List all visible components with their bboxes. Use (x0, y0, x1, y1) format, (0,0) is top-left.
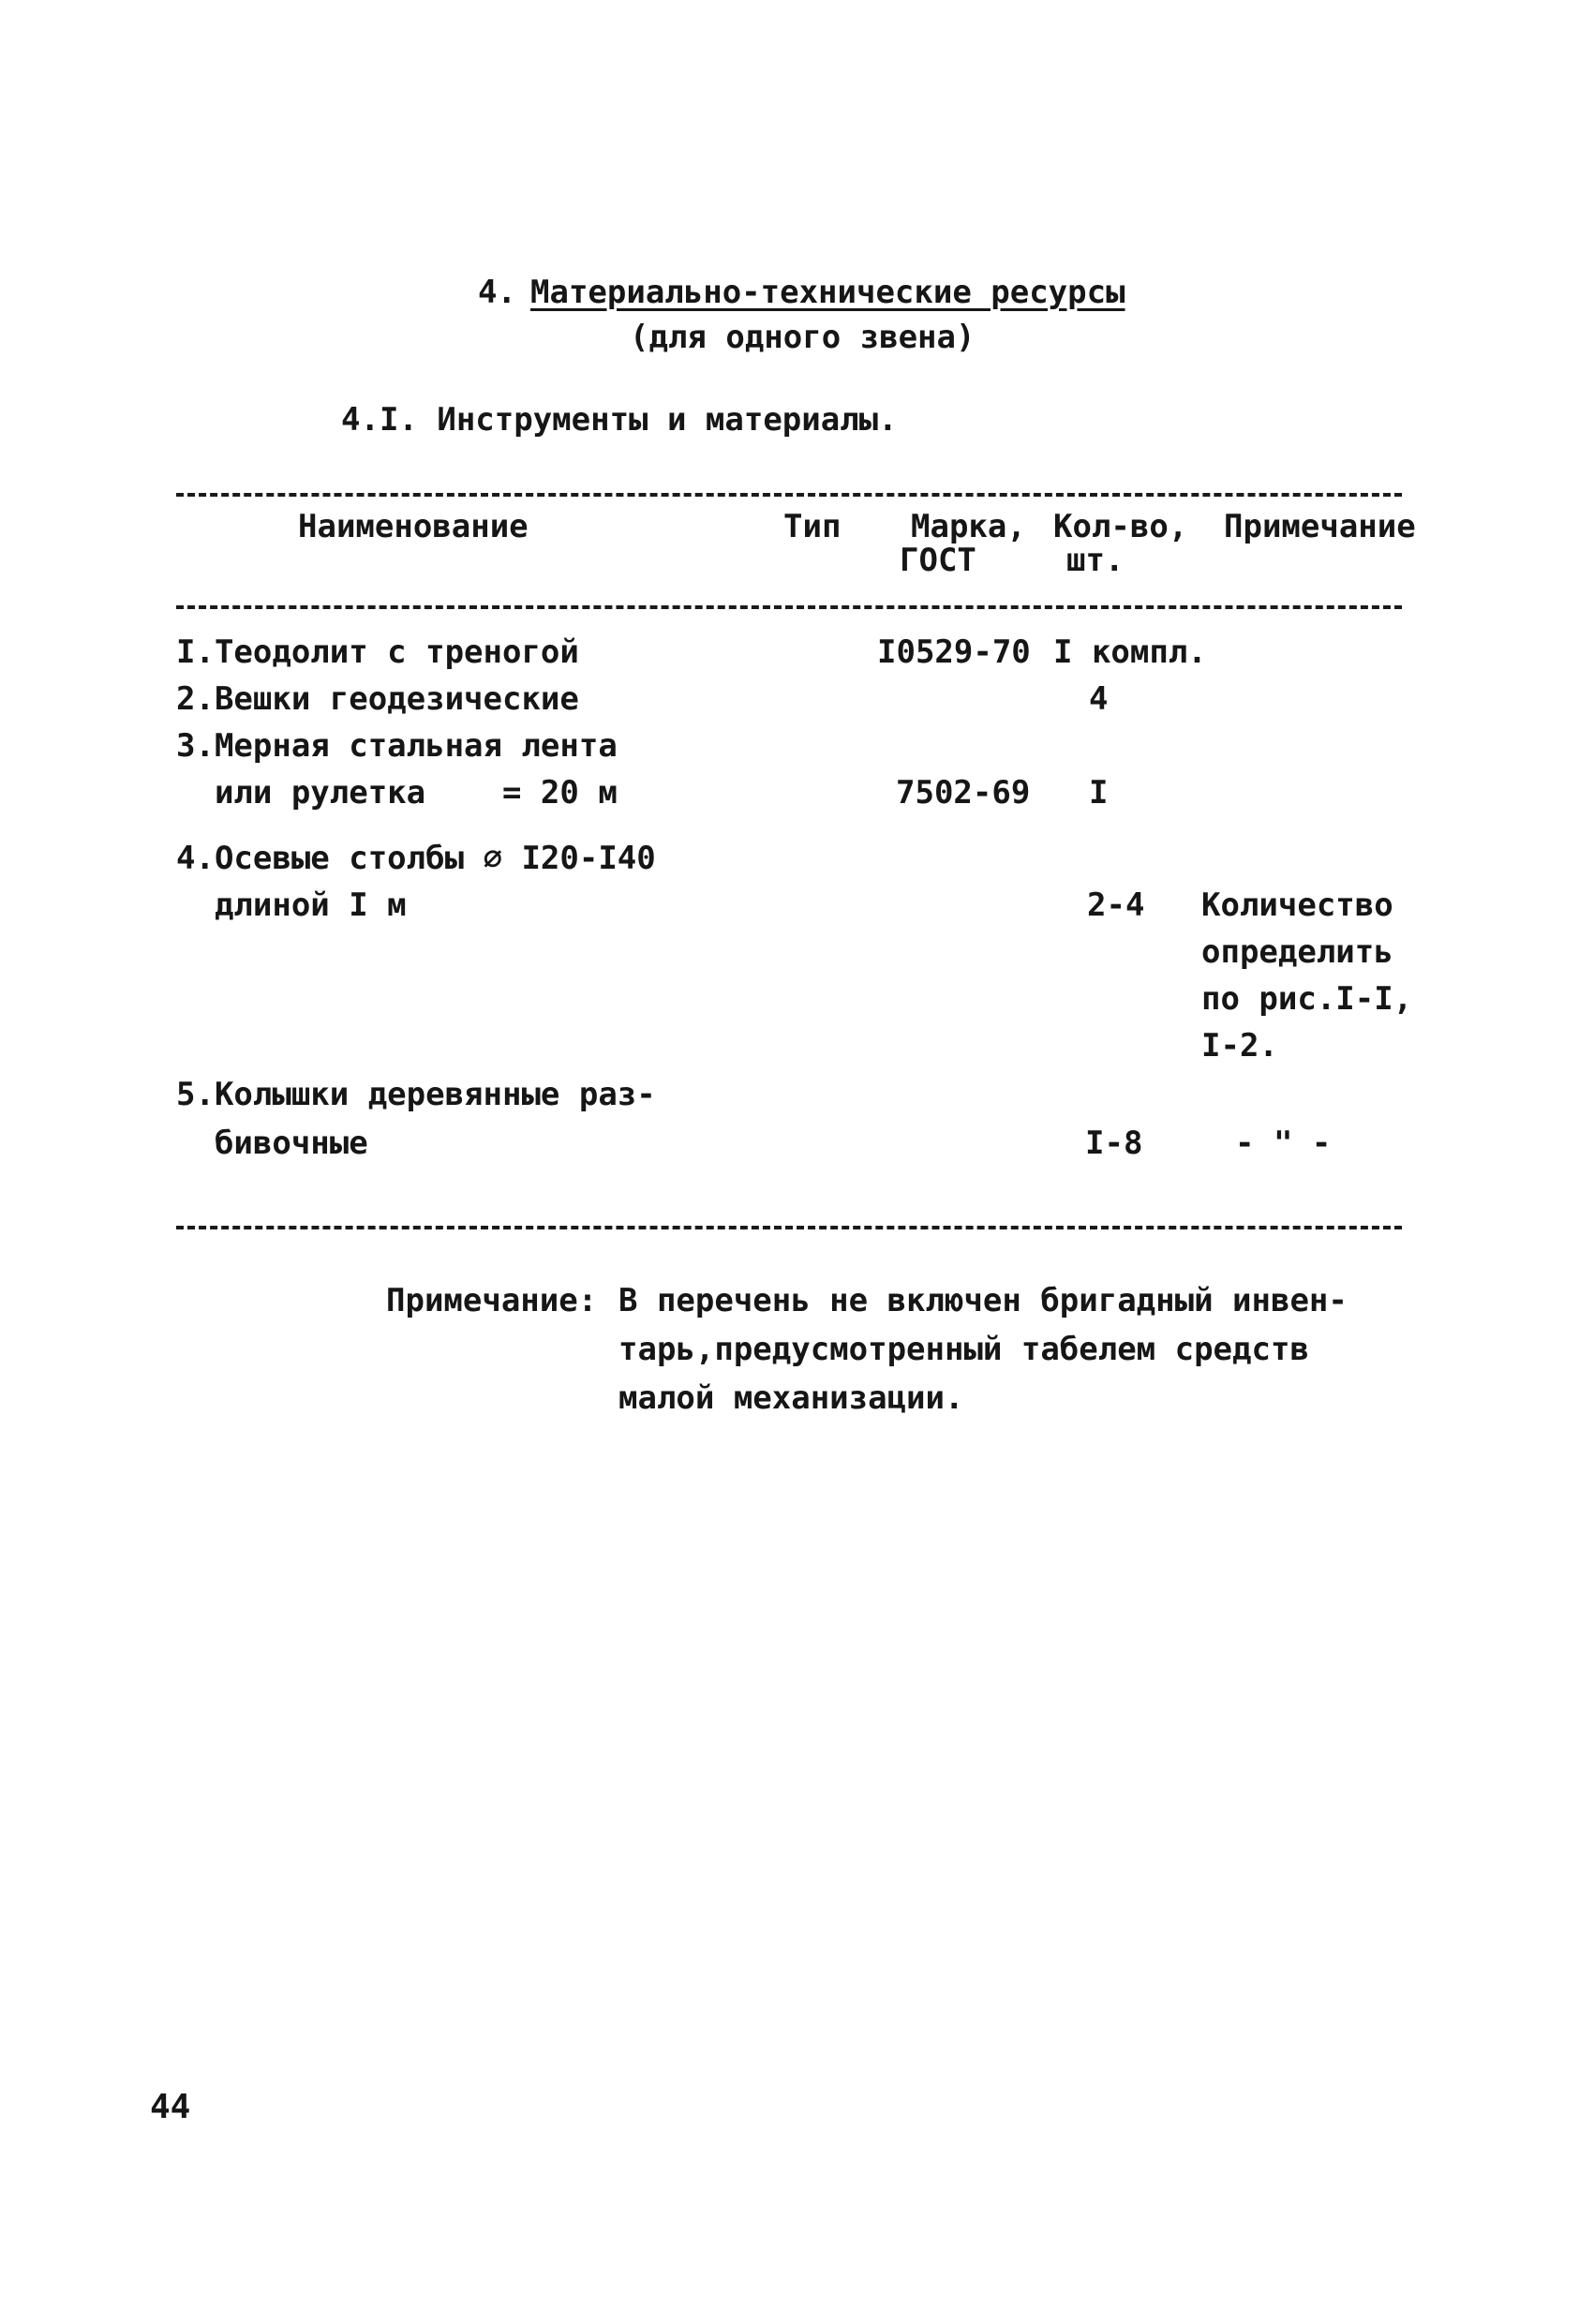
row-5-note: - " - (1235, 1125, 1332, 1162)
row-3-qty: I (1089, 774, 1109, 812)
row-3-mark: 7502-69 (896, 774, 1031, 812)
header-note: Примечание (1224, 508, 1416, 545)
table-header-rule (176, 605, 1402, 609)
page-number: 44 (150, 2088, 191, 2126)
row-5-qty: I-8 (1085, 1125, 1143, 1162)
header-name: Наименование (298, 508, 529, 545)
table-bottom-rule (176, 1226, 1402, 1229)
row-1-name: I.Теодолит с треногой (176, 633, 579, 671)
row-2-name: 2.Вешки геодезические (176, 680, 579, 718)
section-title: 4.I. Инструменты и материалы. (341, 401, 898, 439)
header-type: Тип (783, 508, 842, 545)
note-line-2: тарь,предусмотренный табелем средств (618, 1331, 1309, 1368)
row-5-name-line-1: 5.Колышки деревянные раз- (176, 1076, 656, 1113)
row-4-name-line-2: длиной I м (176, 886, 407, 924)
header-gost: ГОСТ (900, 542, 976, 579)
row-3-name-line-1: 3.Мерная стальная лента (176, 727, 618, 765)
row-4-note-line-4: I-2. (1201, 1027, 1278, 1065)
note-line-1: В перечень не включен бригадный инвен- (618, 1282, 1348, 1319)
heading-number: 4. (478, 274, 516, 311)
row-4-note-line-3: по рис.I-I, (1201, 980, 1413, 1018)
header-mark: Марка, (911, 508, 1026, 545)
header-qty: Кол-во, (1053, 508, 1188, 545)
header-qty-unit: шт. (1066, 542, 1125, 579)
note-line-3: малой механизации. (618, 1379, 964, 1417)
row-5-name-line-2: бивочные (176, 1125, 368, 1162)
note-label: Примечание: (386, 1282, 598, 1319)
row-4-name-line-1: 4.Осевые столбы ∅ I20-I40 (176, 840, 656, 877)
row-4-qty: 2-4 (1087, 886, 1145, 924)
row-1-qty: I компл. (1053, 633, 1207, 671)
row-1-mark: I0529-70 (877, 633, 1031, 671)
row-4-note-line-1: Количество (1201, 886, 1393, 924)
row-3-name-line-2: или рулетка = 20 м (176, 774, 618, 812)
table-top-rule (176, 493, 1402, 497)
heading-title: Материально-технические ресурсы (530, 274, 1125, 311)
row-4-note-line-2: определить (1201, 933, 1393, 971)
heading-subtitle: (для одного звена) (630, 319, 976, 356)
row-2-qty: 4 (1089, 680, 1109, 718)
